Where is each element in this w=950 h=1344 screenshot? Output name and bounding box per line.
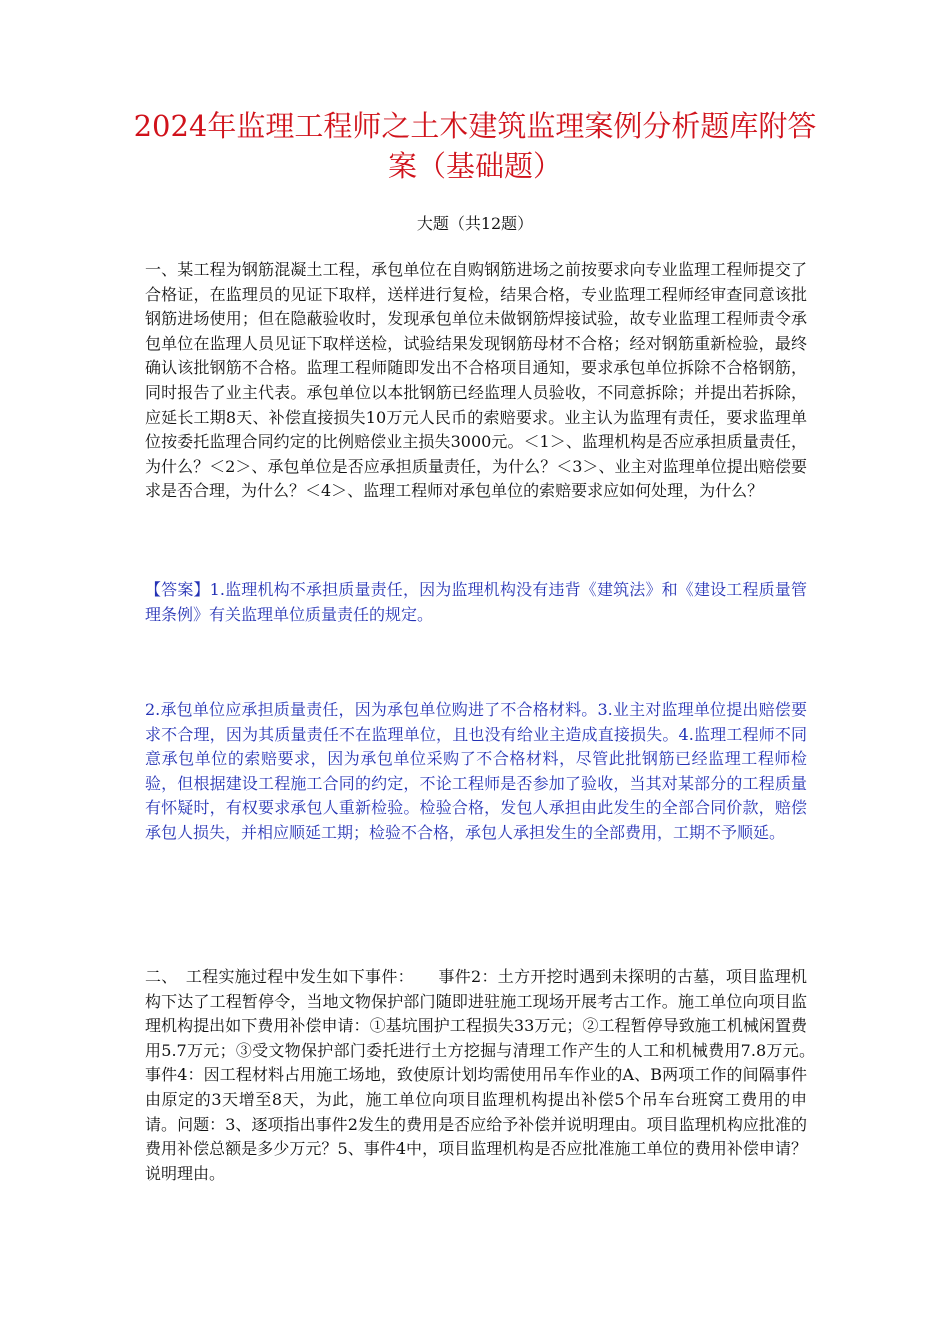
question-1-text: 一、某工程为钢筋混凝土工程，承包单位在自购钢筋进场之前按要求向专业监理工程师提交了合格证，在监理员的见证下取样，送样进行复检，结果合格，专业监理工程师经审查同意该批钢筋进场使用；但在隐蔽验收时，发现承包单位未做钢筋焊接试验，故专业监理工程师责令承包单位在监理人员见证下取样送检，试验结果发现钢筋母材不合格；经对钢筋重新检验，最终确认该批钢筋不合格。监理工程师随即发出不合格项目通知，要求承包单位拆除不合格钢筋，同时报告了业主代表。承包单位以本批钢筋已经监理人员验收，不同意拆除；并提出若拆除，应延长工期8天、补偿直接损失10万元人民币的索赔要求。业主认为监理有责任，要求监理单位按委托监理合同约定的比例赔偿业主损失3000元。＜1＞、监理机构是否应承担质量责任，为什么？＜2＞、承包单位是否应承担质量责任，为什么？＜3＞、业主对监理单位提出赔偿要求是否合理，为什么？＜4＞、监理工程师对承包单位的索赔要求应如何处理，为什么？ (145, 260, 807, 501)
section-header: 大题（共12题） (416, 214, 534, 233)
answer-1-part-2: 2.承包单位应承担质量责任，因为承包单位购进了不合格材料。3.业主对监理单位提出赔偿要求不合理，因为其质量责任不在监理单位，且也没有给业主造成直接损失。4.监理工程师不同意承包单位的索赔要求，因为承包单位采购了不合格材料，尽管此批钢筋已经监理工程师检验，但根据建设工程施工合同的约定，不论工程师是否参加了验收，当其对某部分的工程质量有怀疑时，有权要求承包人重新检验。检验合格，发包人承担由此发生的全部合同价款，赔偿承包人损失，并相应顺延工期；检验不合格，承包人承担发生的全部费用，工期不予顺延。 (145, 700, 807, 842)
document-title: 2024年监理工程师之土木建筑监理案例分析题库附答案（基础题） (133, 109, 817, 183)
answer-1-part-1-text: 1.监理机构不承担质量责任，因为监理机构没有违背《建筑法》和《建设工程质量管理条例》有关监理单位质量责任的规定。 (145, 580, 807, 624)
answer-tag: 【答案】 (145, 580, 210, 599)
answer-1-part-1 (145, 578, 807, 627)
question-2-text: 二、 工程实施过程中发生如下事件： 事件2：土方开挖时遇到未探明的古墓，项目监理机构下达了工程暂停令，当地文物保护部门随即进驻施工现场开展考古工作。施工单位向项目监理机构提出如下费用补偿申请：①基坑围护工程损失33万元；②工程暂停导致施工机械闲置费用5.7万元；③受文物保护部门委托进行土方挖掘与清理工作产生的人工和机械费用7.8万元。 事件4：因工程材料占用施工场地，致使原计划均需使用吊车作业的A、B两项工作的间隔事件由原定的3天增至8天，为此，施工单位向项目监理机构提出补偿5个吊车台班窝工费用的申请。问题：3、逐项指出事件2发生的费用是否应给予补偿并说明理由。项目监理机构应批准的费用补偿总额是多少万元？5、事件4中，项目监理机构是否应批准施工单位的费用补偿申请？说明理由。 (145, 967, 840, 1183)
